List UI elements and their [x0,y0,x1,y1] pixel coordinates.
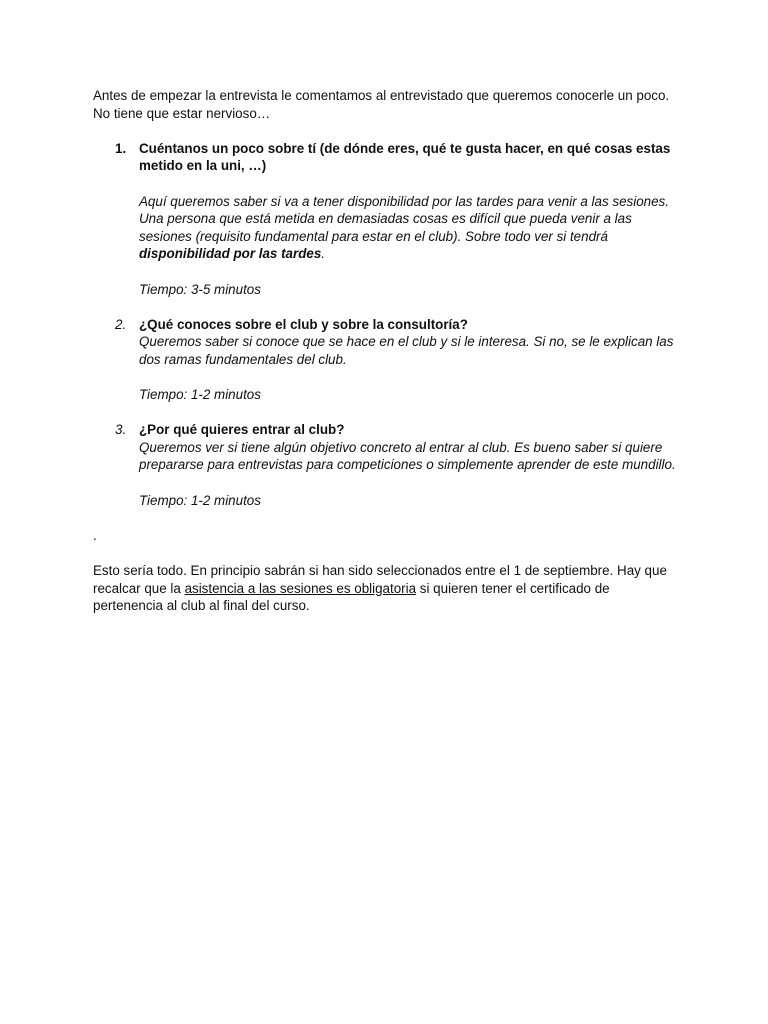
item-question: ¿Por qué quieres entrar al club? [139,422,345,438]
list-item [93,421,683,509]
item-time: Tiempo: 3-5 minutos [139,281,261,297]
item-question: Cuéntanos un poco sobre tí (de dónde eres, qué te gusta hacer, en qué cosas estas metido en la uni, …) [139,140,671,174]
item-time: Tiempo: 1-2 minutos [139,492,261,508]
closing-paragraph [93,562,683,615]
list-item [93,140,683,298]
item-note-text: Aquí queremos saber si va a tener disponibilidad por las tardes para venir a las sesiones. Una persona que está metida en demasiadas cosas es difícil que pueda venir a las sesiones (requisito fundamental para estar en el club). Sobre todo ver si tendrá [139,193,669,244]
closing-text: Esto sería todo. En principio sabrán si han sido seleccionados entre el 1 de septiembre. Hay que recalcar que la [93,563,667,596]
closing-underlined-text: asistencia a las sesiones es obligatoria [184,580,417,596]
item-note: Queremos ver si tiene algún objetivo concreto al entrar al club. Es bueno saber si quiere prepararse para entrevistas para competiciones o simplemente aprender de este mundillo. [139,439,676,473]
item-time: Tiempo: 1-2 minutos [139,387,261,403]
item-number: 3. [115,422,127,438]
item-number: 2. [115,316,127,332]
item-note-emphasis: disponibilidad por las tardes [139,246,322,262]
item-note-end: . [321,246,326,262]
closing-text-end: si quieren tener el certificado de pertenencia al club al final del curso. [93,580,610,614]
item-note [139,193,683,263]
list-item [93,316,683,404]
item-number: 1. [115,140,127,156]
intro-paragraph: Antes de empezar la entrevista le comentamos al entrevistado que queremos conocerle un poco. No tiene que estar nervioso… [93,88,670,121]
item-note: Queremos saber si conoce que se hace en el club y si le interesa. Si no, se le explican las dos ramas fundamentales del club. [139,334,674,367]
item-question: ¿Qué conoces sobre el club y sobre la consultoría? [139,316,468,332]
stray-period: . [93,527,97,543]
document-body [93,87,683,615]
